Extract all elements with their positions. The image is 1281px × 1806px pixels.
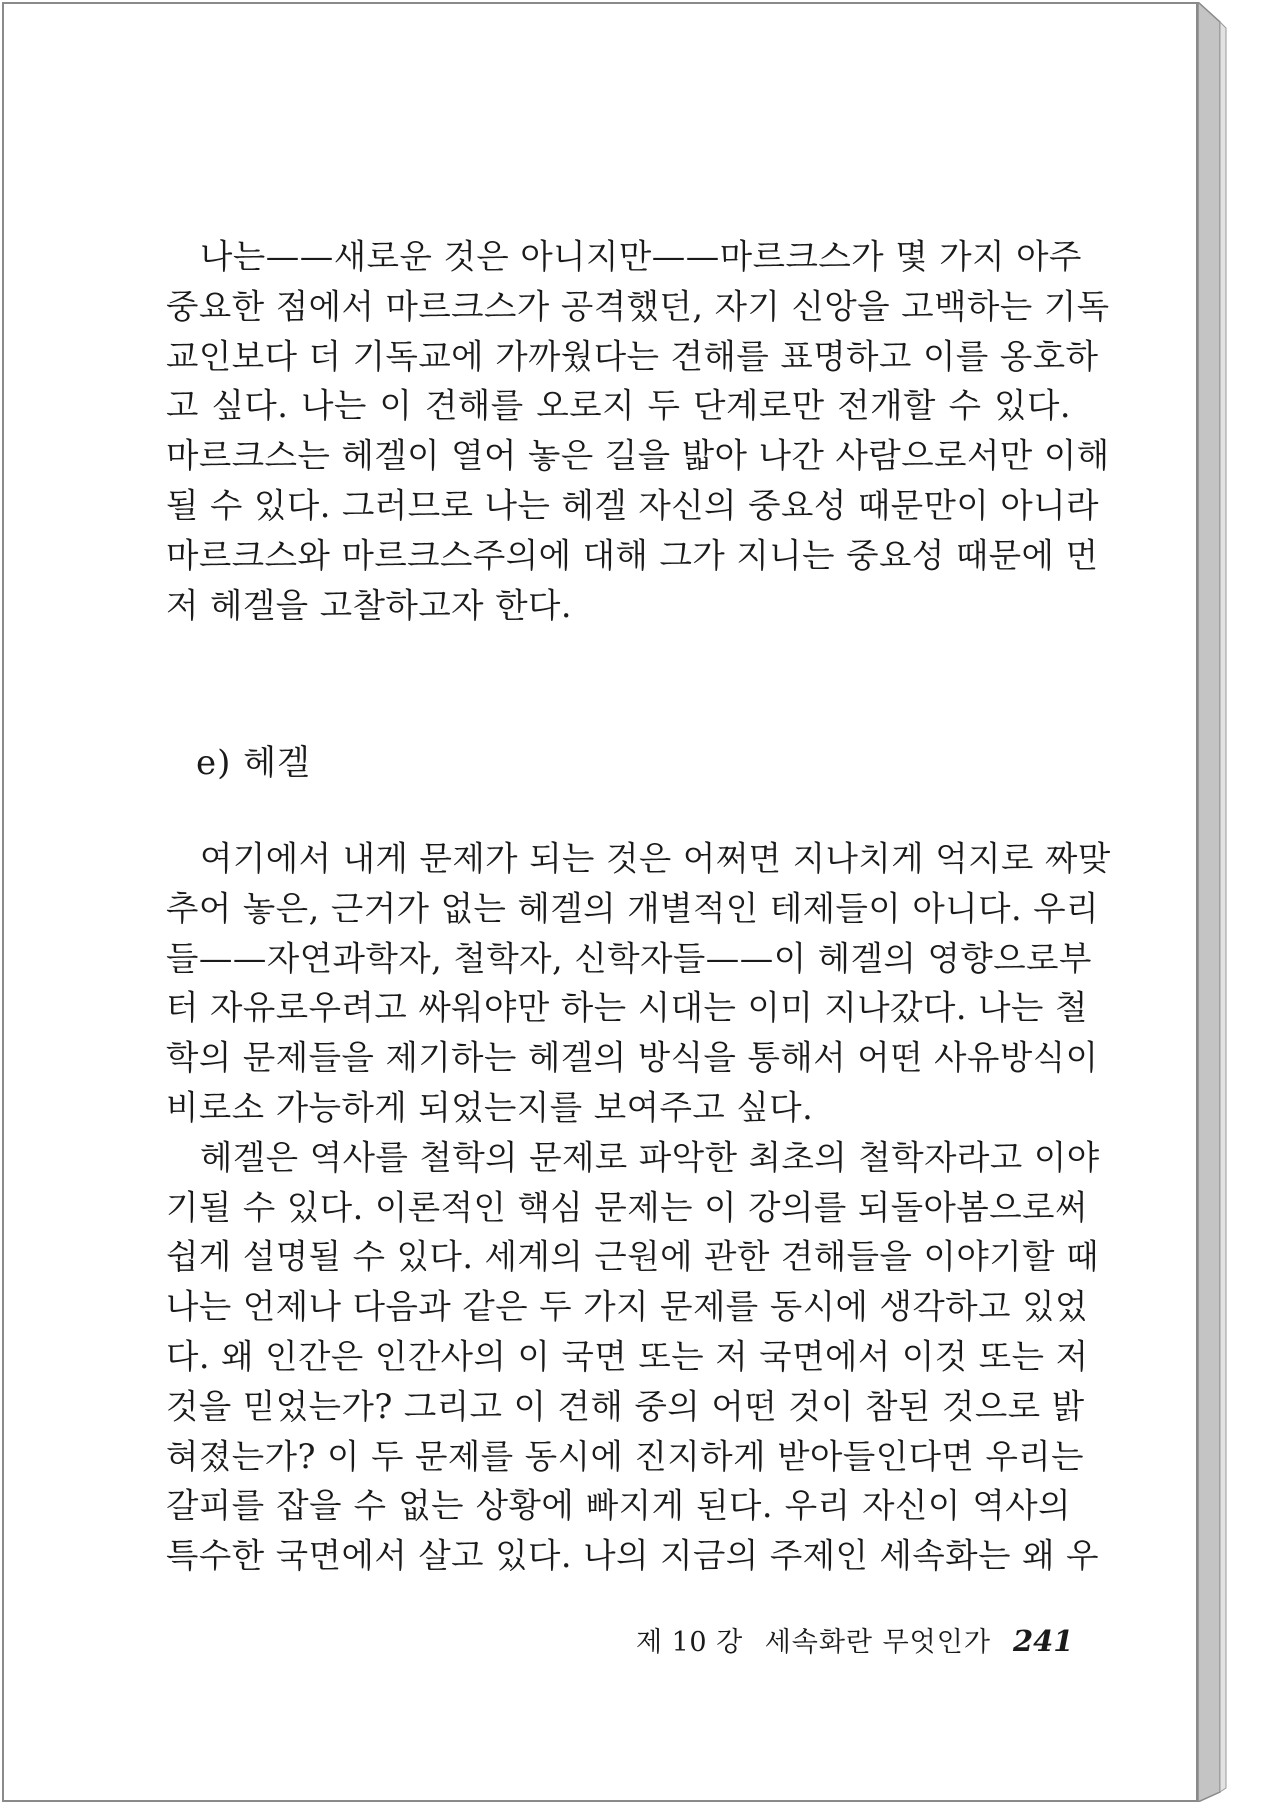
chapter-title: 세속화란 무엇인가	[764, 1627, 991, 1658]
text-line: 추어 놓은, 근거가 없는 헤겔의 개별적인 테제들이 아니다. 우리	[166, 888, 1100, 928]
text-line: 헤겔은 역사를 철학의 문제로 파악한 최초의 철학자라고 이야	[200, 1137, 1100, 1177]
page-edge-graphic	[1198, 2, 1278, 1802]
page-edge	[1198, 2, 1278, 1802]
text-line: 나는 언제나 다음과 같은 두 가지 문제를 동시에 생각하고 있었	[166, 1287, 1088, 1327]
text-line: 여기에서 내게 문제가 되는 것은 어쩌면 지나치게 억지로 짜맞	[200, 839, 1111, 878]
text-line: 터 자유로우려고 싸워야만 하는 시대는 이미 지나갔다. 나는 철	[166, 988, 1088, 1028]
text-line: 고 싶다. 나는 이 견해를 오로지 두 단계로만 전개할 수 있다.	[166, 386, 1071, 426]
text-line: 다. 왜 인간은 인간사의 이 국면 또는 저 국면에서 이것 또는 저	[166, 1336, 1089, 1376]
hegel-paragraph-1	[166, 834, 1111, 1133]
page-number: 241	[1012, 1624, 1074, 1658]
text-line: 저 헤겔을 고찰하고자 한다.	[166, 585, 573, 625]
text-line: 교인보다 더 기독교에 가까웠다는 견해를 표명하고 이를 옹호하	[166, 336, 1099, 376]
text-line: 혀졌는가? 이 두 문제를 동시에 진지하게 받아들인다면 우리는	[166, 1436, 1085, 1476]
hegel-paragraph-2	[166, 1133, 1100, 1581]
text-line: 마르크스는 헤겔이 열어 놓은 길을 밟아 나간 사람으로서만 이해	[166, 436, 1110, 476]
text-line: 쉽게 설명될 수 있다. 세계의 근원에 관한 견해들을 이야기할 때	[166, 1237, 1100, 1277]
section-intro	[166, 232, 1110, 630]
chapter-label: 제 10 강	[636, 1627, 743, 1658]
text-line: 들——자연과학자, 철학자, 신학자들——이 헤겔의 영향으로부	[166, 938, 1092, 978]
running-footer	[636, 1620, 1073, 1659]
intro-paragraph	[166, 232, 1110, 630]
section-hegel	[166, 834, 1111, 1581]
section-heading: e) 헤겔	[196, 743, 311, 783]
text-line: 나는——새로운 것은 아니지만——마르크스가 몇 가지 아주	[200, 237, 1082, 276]
text-line: 특수한 국면에서 살고 있다. 나의 지금의 주제인 세속화는 왜 우	[166, 1536, 1100, 1576]
text-line: 중요한 점에서 마르크스가 공격했던, 자기 신앙을 고백하는 기독	[166, 286, 1110, 326]
text-line: 될 수 있다. 그러므로 나는 헤겔 자신의 중요성 때문만이 아니라	[166, 485, 1100, 525]
text-line: 학의 문제들을 제기하는 헤겔의 방식을 통해서 어떤 사유방식이	[166, 1038, 1099, 1078]
text-line: 기될 수 있다. 이론적인 핵심 문제는 이 강의를 되돌아봄으로써	[166, 1187, 1088, 1227]
text-line: 마르크스와 마르크스주의에 대해 그가 지니는 중요성 때문에 먼	[166, 535, 1099, 575]
text-line: 비로소 가능하게 되었는지를 보여주고 싶다.	[166, 1087, 814, 1127]
text-line: 갈피를 잡을 수 없는 상황에 빠지게 된다. 우리 자신이 역사의	[166, 1486, 1071, 1526]
text-line: 것을 믿었는가? 그리고 이 견해 중의 어떤 것이 참된 것으로 밝	[166, 1386, 1085, 1426]
